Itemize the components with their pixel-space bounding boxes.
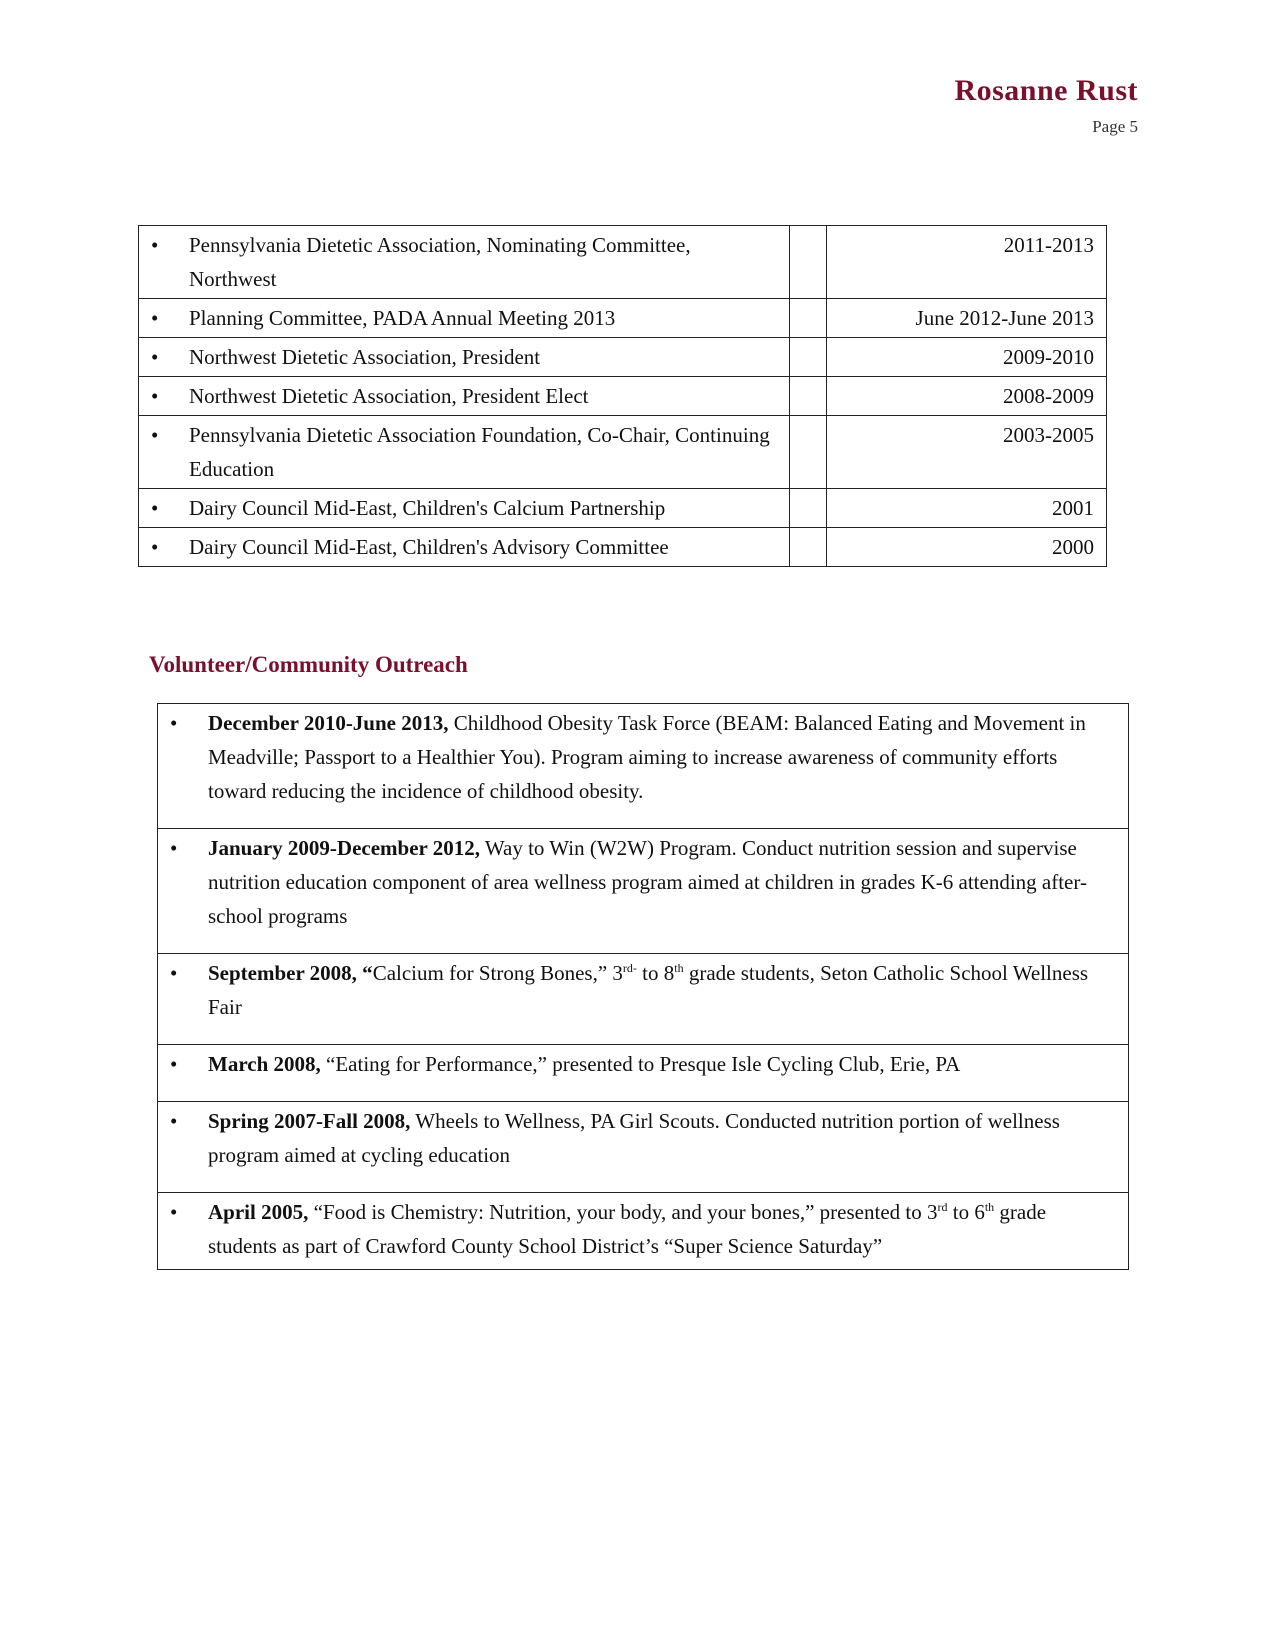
entry-text: to 6 [947, 1200, 985, 1224]
table-row [139, 299, 1107, 338]
bullet: • [151, 233, 159, 257]
entry-text: to 8 [636, 961, 675, 985]
entry-text: Wheels to Wellness, PA Girl Scouts. Conducted nutrition portion of wellness program aimed at cycling education [208, 1109, 1060, 1167]
outreach-entry [208, 831, 1118, 933]
bullet: • [170, 1200, 178, 1224]
entry-text: “Eating for Performance,” presented to Presque Isle Cycling Club, Erie, PA [320, 1052, 961, 1076]
bullet: • [151, 345, 159, 369]
bullet: • [170, 836, 178, 860]
committee-years: 2003-2005 [827, 416, 1107, 489]
entry-date: December 2010-June 2013, [208, 711, 449, 735]
outreach-entry [208, 956, 1118, 1024]
entry-text: grade students, Seton Catholic School Wellness Fair [208, 961, 1089, 1019]
committee-description: Northwest Dietetic Association, President Elect [189, 384, 589, 408]
table-row [139, 377, 1107, 416]
entry-date: January 2009-December 2012, [208, 836, 480, 860]
entry-text: Way to Win (W2W) Program. Conduct nutrition session and supervise nutrition education component of area wellness program aimed at children in grades K-6 attending after-school programs [208, 836, 1087, 928]
committee-years: 2001 [827, 489, 1107, 528]
table-row [158, 704, 1129, 829]
outreach-entry [208, 1047, 1118, 1081]
page-number: Page 5 [1092, 117, 1138, 136]
superscript: rd [937, 1200, 948, 1214]
table-row [158, 1193, 1129, 1270]
table-row [158, 954, 1129, 1045]
outreach-table [157, 703, 1129, 1270]
bullet: • [151, 535, 159, 559]
bullet: • [170, 1052, 178, 1076]
committees-table [138, 225, 1107, 567]
section-title: Volunteer/Community Outreach [149, 652, 468, 677]
bullet: • [170, 711, 178, 735]
entry-date: April 2005, [208, 1200, 309, 1224]
entry-text: grade students as part of Crawford County School District’s “Super Science Saturday” [208, 1200, 1047, 1258]
entry-text: Calcium for Strong Bones,” 3 [372, 961, 623, 985]
committee-description: Pennsylvania Dietetic Association Foundation, Co-Chair, Continuing Education [189, 423, 770, 481]
committee-description: Pennsylvania Dietetic Association, Nominating Committee, Northwest [189, 233, 691, 291]
resume-name: Rosanne Rust [954, 74, 1138, 107]
superscript: th [984, 1200, 995, 1214]
bullet: • [170, 1109, 178, 1133]
entry-date: September 2008, “ [208, 961, 373, 985]
committee-years: June 2012-June 2013 [827, 299, 1107, 338]
entry-date: Spring 2007-Fall 2008, [208, 1109, 411, 1133]
bullet: • [151, 423, 159, 447]
committee-description: Dairy Council Mid-East, Children's Calcium Partnership [189, 496, 666, 520]
bullet: • [151, 384, 159, 408]
bullet: • [170, 961, 178, 985]
table-row [139, 528, 1107, 567]
committee-description: Northwest Dietetic Association, President [189, 345, 541, 369]
committee-years: 2009-2010 [827, 338, 1107, 377]
outreach-entry [208, 1104, 1118, 1172]
superscript: th [674, 961, 684, 975]
committee-years: 2011-2013 [827, 226, 1107, 299]
outreach-entry [208, 706, 1118, 808]
table-row [139, 338, 1107, 377]
entry-text: “Food is Chemistry: Nutrition, your body, and your bones,” presented to 3 [308, 1200, 938, 1224]
superscript: rd- [622, 961, 637, 975]
table-row [139, 416, 1107, 489]
entry-text: Childhood Obesity Task Force (BEAM: Balanced Eating and Movement in Meadville; Passport to a Healthier You). Program aiming to increase awareness of community efforts toward reducing the incidence of childhood obesity. [208, 711, 1086, 803]
table-row [139, 489, 1107, 528]
table-row [158, 1102, 1129, 1193]
committee-description: Planning Committee, PADA Annual Meeting 2013 [189, 306, 616, 330]
entry-date: March 2008, [208, 1052, 321, 1076]
table-row [158, 1045, 1129, 1102]
bullet: • [151, 306, 159, 330]
table-row [139, 226, 1107, 299]
committee-years: 2000 [827, 528, 1107, 567]
committee-description: Dairy Council Mid-East, Children's Advisory Committee [189, 535, 669, 559]
bullet: • [151, 496, 159, 520]
table-row [158, 829, 1129, 954]
committee-years: 2008-2009 [827, 377, 1107, 416]
outreach-entry [208, 1195, 1118, 1263]
